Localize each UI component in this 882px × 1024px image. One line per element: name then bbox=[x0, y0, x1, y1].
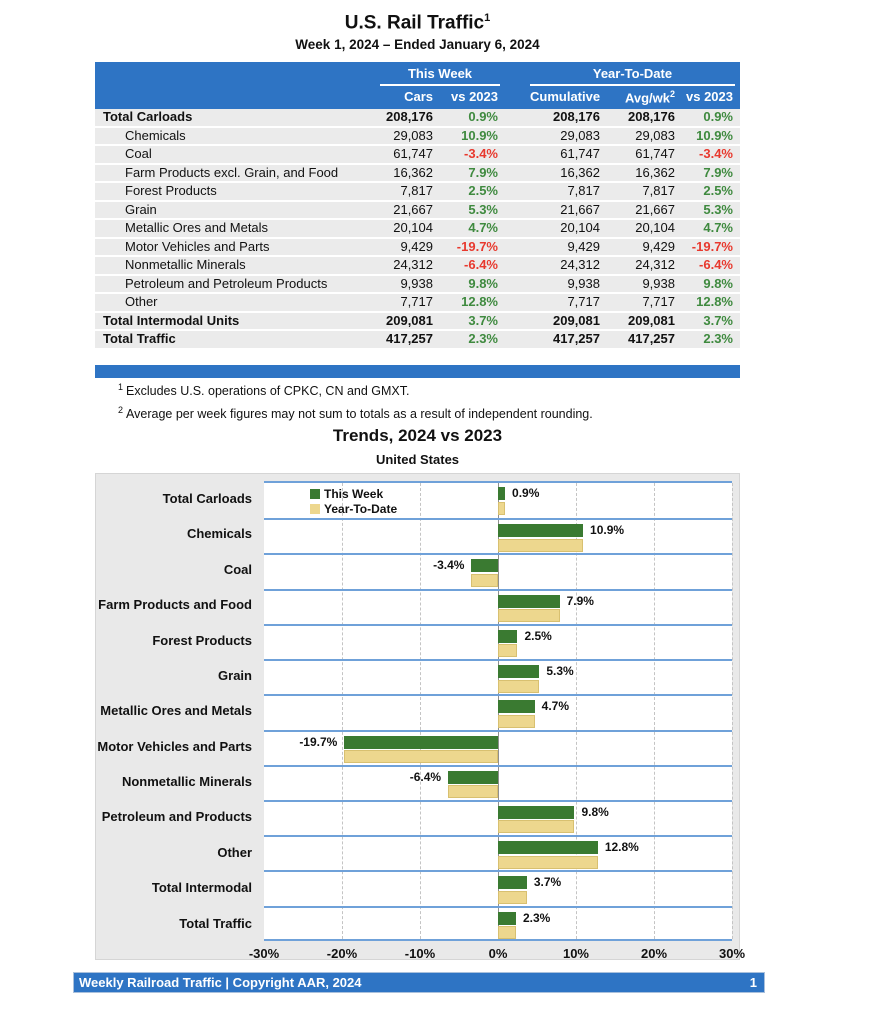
bar-year-to-date bbox=[498, 856, 598, 869]
bar-value-label: 7.9% bbox=[566, 593, 594, 608]
row-label: Metallic Ores and Metals bbox=[125, 220, 269, 236]
category-label: Petroleum and Products bbox=[101, 809, 252, 825]
row-percent: 4.7% bbox=[703, 220, 733, 236]
bar-this-week bbox=[498, 665, 539, 678]
category-label: Total Intermodal bbox=[151, 880, 252, 896]
row-value: 24,312 bbox=[560, 257, 600, 273]
table-row bbox=[95, 276, 740, 293]
col-header-cars: Cars bbox=[404, 89, 433, 104]
x-axis-tick: -30% bbox=[248, 946, 280, 961]
row-percent: 10.9% bbox=[461, 127, 498, 143]
footer-text: Weekly Railroad Traffic | Copyright AAR, 2024 bbox=[79, 975, 362, 990]
footer-page-number: 1 bbox=[749, 975, 757, 990]
table-row bbox=[95, 239, 740, 256]
bar-year-to-date bbox=[498, 609, 560, 622]
table-row bbox=[95, 257, 740, 274]
x-axis-tick: 0% bbox=[488, 946, 508, 961]
legend-label: Year-To-Date bbox=[324, 501, 398, 516]
chart-legend bbox=[310, 486, 397, 516]
bar-value-label: 12.8% bbox=[604, 840, 639, 855]
bar-year-to-date bbox=[498, 539, 583, 552]
table-row bbox=[95, 202, 740, 219]
document-header bbox=[95, 12, 740, 52]
row-value: 29,083 bbox=[635, 127, 675, 143]
row-label: Petroleum and Petroleum Products bbox=[125, 275, 328, 291]
chart-title: Trends, 2024 vs 2023 bbox=[332, 426, 503, 445]
col-header-avgwk: Avg/$wk^2$ bbox=[624, 89, 675, 106]
trends-bar-chart bbox=[95, 473, 746, 961]
category-label: Nonmetallic Minerals bbox=[121, 774, 252, 790]
chart-band bbox=[264, 518, 732, 553]
bar-this-week bbox=[448, 771, 498, 784]
row-value: 16,362 bbox=[560, 164, 600, 180]
bar-year-to-date bbox=[498, 820, 574, 833]
row-value: 9,938 bbox=[400, 275, 433, 291]
row-percent: 7.9% bbox=[468, 164, 498, 180]
title-footnote-marker: 1 bbox=[484, 12, 491, 24]
bar-this-week bbox=[498, 630, 517, 643]
row-percent: -19.7% bbox=[691, 238, 733, 254]
table-row bbox=[95, 146, 740, 163]
bar-year-to-date bbox=[471, 574, 498, 587]
row-value: 16,362 bbox=[393, 164, 433, 180]
x-axis-tick: 10% bbox=[562, 946, 589, 961]
row-value: 208,176 bbox=[628, 109, 675, 125]
row-percent: 4.7% bbox=[468, 220, 498, 236]
bar-year-to-date bbox=[498, 891, 527, 904]
bar-value-label: 9.8% bbox=[581, 804, 609, 819]
legend-label: This Week bbox=[324, 486, 384, 501]
table-header bbox=[95, 62, 740, 109]
bar-value-label: 0.9% bbox=[512, 486, 540, 500]
row-value: 7,717 bbox=[642, 294, 675, 310]
bar-value-label: -19.7% bbox=[299, 734, 338, 749]
bar-value-label: 10.9% bbox=[590, 523, 625, 538]
bar-year-to-date bbox=[498, 926, 516, 939]
row-percent: 9.8% bbox=[468, 275, 498, 291]
table-body bbox=[95, 109, 740, 348]
category-label: Forest Products bbox=[152, 632, 252, 648]
bar-value-label: 2.3% bbox=[522, 910, 551, 925]
rail-traffic-table bbox=[95, 62, 740, 348]
bar-this-week bbox=[498, 806, 574, 819]
row-value: 16,362 bbox=[635, 164, 675, 180]
row-value: 7,817 bbox=[567, 183, 600, 199]
page-title: U.S. Rail Traffic$^1$ bbox=[344, 12, 491, 34]
category-label: Grain bbox=[218, 667, 252, 683]
bar-this-week bbox=[498, 700, 535, 713]
group-header-year-to-date: Year-To-Date bbox=[530, 66, 735, 86]
row-value: 20,104 bbox=[560, 220, 600, 236]
row-percent: 2.3% bbox=[703, 331, 733, 347]
row-value: 9,429 bbox=[642, 238, 675, 254]
col-header-cumulative: Cumulative bbox=[530, 89, 601, 104]
table-bottom-bar bbox=[95, 365, 740, 378]
bar-this-week bbox=[498, 524, 583, 537]
row-value: 9,938 bbox=[642, 275, 675, 291]
row-value: 61,747 bbox=[635, 146, 675, 162]
bar-this-week bbox=[498, 487, 505, 500]
row-value: 209,081 bbox=[386, 312, 433, 328]
row-value: 7,717 bbox=[400, 294, 433, 310]
category-label: Metallic Ores and Metals bbox=[100, 703, 252, 719]
row-percent: 2.5% bbox=[703, 183, 733, 199]
bar-value-label: 5.3% bbox=[546, 664, 574, 679]
footnotes bbox=[118, 382, 593, 428]
category-label: Motor Vehicles and Parts bbox=[97, 738, 252, 754]
row-value bbox=[500, 109, 530, 126]
row-value bbox=[500, 331, 530, 348]
chart-band bbox=[264, 835, 732, 870]
row-value: 20,104 bbox=[393, 220, 433, 236]
bar-value-label: -3.4% bbox=[433, 558, 465, 573]
bar-this-week bbox=[498, 841, 598, 854]
row-label: Motor Vehicles and Parts bbox=[125, 238, 270, 254]
page-footer bbox=[73, 972, 765, 993]
row-label: Total Carloads bbox=[103, 109, 193, 125]
category-label: Other bbox=[217, 844, 252, 860]
row-value: 24,312 bbox=[635, 257, 675, 273]
col-header-vs2023: vs 2023 bbox=[451, 89, 498, 104]
chart-band bbox=[264, 553, 732, 588]
row-value: 209,081 bbox=[628, 312, 675, 328]
row-label: Coal bbox=[125, 146, 152, 162]
chart-band bbox=[264, 659, 732, 694]
bar-year-to-date bbox=[498, 715, 535, 728]
table-row bbox=[95, 165, 740, 182]
chart-band bbox=[264, 730, 732, 765]
x-axis bbox=[248, 946, 746, 964]
group-header-this-week: This Week bbox=[380, 66, 500, 86]
row-label: Other bbox=[125, 294, 158, 310]
row-value bbox=[500, 294, 530, 311]
row-value: 417,257 bbox=[553, 331, 600, 347]
row-value: 29,083 bbox=[560, 127, 600, 143]
col-header-ytd-vs2023: vs 2023 bbox=[686, 89, 733, 104]
row-label: Grain bbox=[125, 201, 157, 217]
table-row bbox=[95, 109, 740, 126]
chart-band bbox=[264, 800, 732, 835]
row-label: Farm Products excl. Grain, and Food bbox=[125, 164, 339, 180]
row-percent: -19.7% bbox=[456, 238, 498, 254]
row-label: Forest Products bbox=[125, 183, 217, 199]
table-row bbox=[95, 331, 740, 348]
x-axis-tick: -10% bbox=[404, 946, 436, 961]
bar-this-week bbox=[498, 595, 560, 608]
row-value: 9,938 bbox=[567, 275, 600, 291]
row-percent: -3.4% bbox=[699, 146, 733, 162]
row-label: Chemicals bbox=[125, 127, 186, 143]
chart-band bbox=[264, 694, 732, 729]
category-label: Total Traffic bbox=[179, 915, 252, 931]
x-axis-tick: -20% bbox=[326, 946, 358, 961]
avgwk-footnote-marker: 2 bbox=[669, 89, 675, 99]
row-value bbox=[500, 276, 530, 293]
chart-header bbox=[95, 426, 740, 467]
row-percent: -6.4% bbox=[699, 257, 733, 273]
row-value: 208,176 bbox=[553, 109, 600, 125]
row-value: 29,083 bbox=[393, 127, 433, 143]
footnote: $^1$ Excludes U.S. operations of CPKC, CN and GMXT. bbox=[118, 382, 410, 399]
row-value bbox=[500, 128, 530, 145]
row-percent: 0.9% bbox=[468, 109, 498, 125]
chart-band bbox=[264, 765, 732, 800]
row-value: 7,717 bbox=[567, 294, 600, 310]
row-percent: 12.8% bbox=[461, 294, 498, 310]
legend-swatch-year-to-date bbox=[310, 504, 320, 514]
row-value: 7,817 bbox=[642, 183, 675, 199]
bar-year-to-date bbox=[344, 750, 498, 763]
legend-swatch-this-week bbox=[310, 489, 320, 499]
row-label: Nonmetallic Minerals bbox=[125, 257, 246, 273]
bar-this-week bbox=[344, 736, 498, 749]
row-value: 21,667 bbox=[560, 201, 600, 217]
bar-year-to-date bbox=[498, 680, 539, 693]
row-value: 61,747 bbox=[393, 146, 433, 162]
chart-band bbox=[264, 906, 732, 941]
category-label: Chemicals bbox=[186, 526, 252, 542]
chart-subtitle: United States bbox=[375, 452, 460, 467]
row-value bbox=[500, 220, 530, 237]
row-value: 21,667 bbox=[393, 201, 433, 217]
chart-band bbox=[264, 870, 732, 905]
row-value bbox=[500, 313, 530, 330]
chart-band bbox=[264, 624, 732, 659]
row-percent: 9.8% bbox=[703, 275, 733, 291]
row-value bbox=[500, 202, 530, 219]
table-row bbox=[95, 313, 740, 330]
category-label: Farm Products and Food bbox=[98, 597, 252, 613]
row-value: 209,081 bbox=[553, 312, 600, 328]
row-percent: 7.9% bbox=[703, 164, 733, 180]
page-subtitle: Week 1, 2024 – Ended January 6, 2024 bbox=[295, 37, 540, 53]
bar-value-label: -6.4% bbox=[409, 769, 442, 784]
row-label: Total Traffic bbox=[103, 331, 176, 347]
table-row bbox=[95, 183, 740, 200]
footnote: $^2$ Average per week figures may not sum to totals as a result of independent rounding. bbox=[118, 405, 593, 422]
row-percent: 0.9% bbox=[703, 109, 733, 125]
table-row bbox=[95, 128, 740, 145]
bar-value-label: 4.7% bbox=[541, 699, 570, 714]
row-value: 417,257 bbox=[386, 331, 433, 347]
bar-year-to-date bbox=[498, 502, 505, 515]
row-percent: 2.3% bbox=[468, 331, 498, 347]
row-percent: 5.3% bbox=[703, 201, 733, 217]
row-percent: 12.8% bbox=[696, 294, 733, 310]
bar-year-to-date bbox=[498, 644, 517, 657]
row-value: 21,667 bbox=[635, 201, 675, 217]
row-percent: -6.4% bbox=[464, 257, 498, 273]
table-row bbox=[95, 220, 740, 237]
row-percent: 3.7% bbox=[703, 312, 733, 328]
row-value bbox=[500, 146, 530, 163]
row-value: 208,176 bbox=[386, 109, 433, 125]
bar-bands bbox=[264, 483, 732, 941]
legend-item bbox=[310, 486, 397, 501]
row-value: 9,429 bbox=[400, 238, 433, 254]
bar-value-label: 3.7% bbox=[533, 875, 562, 890]
row-value: 417,257 bbox=[628, 331, 675, 347]
row-value: 24,312 bbox=[393, 257, 433, 273]
bar-year-to-date bbox=[448, 785, 498, 798]
row-value bbox=[500, 257, 530, 274]
legend-item bbox=[310, 501, 397, 516]
bar-this-week bbox=[471, 559, 498, 572]
bar-value-label: 2.5% bbox=[524, 628, 552, 643]
plot-area bbox=[264, 481, 732, 941]
row-percent: 10.9% bbox=[696, 127, 733, 143]
row-percent: -3.4% bbox=[464, 146, 498, 162]
row-value bbox=[500, 183, 530, 200]
row-label: Total Intermodal Units bbox=[103, 312, 240, 328]
row-percent: 2.5% bbox=[468, 183, 498, 199]
category-label: Coal bbox=[223, 561, 252, 577]
bar-this-week bbox=[498, 912, 516, 925]
row-value bbox=[500, 239, 530, 256]
bar-this-week bbox=[498, 876, 527, 889]
row-value bbox=[500, 165, 530, 182]
row-value: 20,104 bbox=[635, 220, 675, 236]
table-row bbox=[95, 294, 740, 311]
category-label: Total Carloads bbox=[162, 491, 252, 506]
row-value: 61,747 bbox=[560, 146, 600, 162]
row-value: 7,817 bbox=[400, 183, 433, 199]
row-percent: 3.7% bbox=[468, 312, 498, 328]
row-percent: 5.3% bbox=[468, 201, 498, 217]
x-axis-tick: 30% bbox=[718, 946, 746, 961]
chart-band bbox=[264, 589, 732, 624]
x-axis-tick: 20% bbox=[640, 946, 668, 961]
gridline bbox=[732, 483, 733, 939]
row-value: 9,429 bbox=[567, 238, 600, 254]
